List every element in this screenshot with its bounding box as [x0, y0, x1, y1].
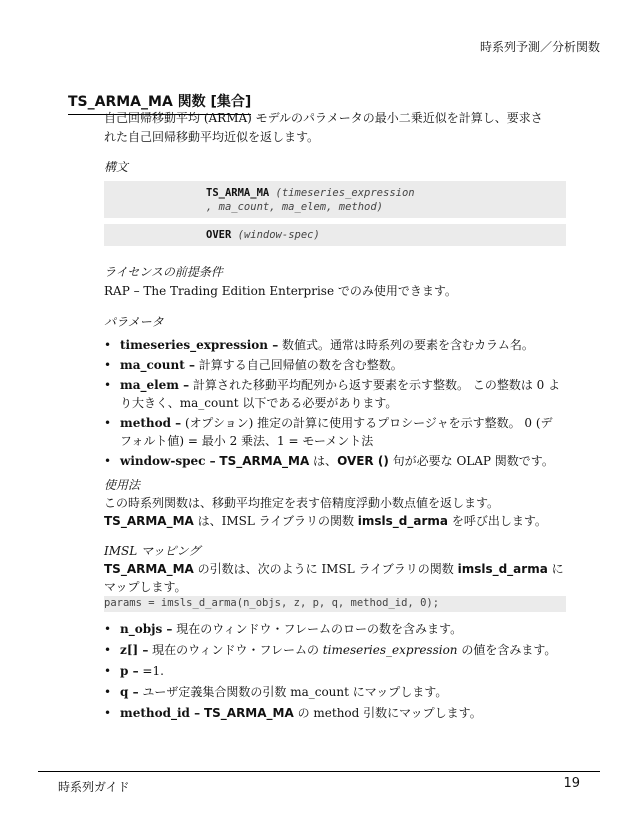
map-arg-name: q – [120, 685, 139, 699]
param-desc-cont: フォルト値) = 最小 2 乗法、1 = モーメント法 [120, 434, 374, 448]
map-arg-name: z[] – [120, 643, 149, 657]
map-arg-name: method_id – [120, 706, 201, 720]
param-item [104, 356, 574, 374]
map-item [104, 704, 574, 722]
over-clause: OVER () [337, 454, 389, 468]
map-desc-tail: の値を含みます。 [457, 643, 557, 657]
footer-guide-title: 時系列ガイド [58, 780, 130, 794]
syntax-code-block [104, 181, 566, 218]
syntax-heading: 構文 [104, 160, 129, 174]
map-item [104, 641, 574, 659]
param-name: ma_elem – [120, 378, 190, 392]
usage-text: は、IMSL ライブラリの関数 [193, 514, 358, 528]
section-title: TS_ARMA_MA 関数 [集合] [68, 91, 251, 115]
param-desc-tail: 句が必要な OLAP 関数です。 [388, 454, 554, 468]
usage-line-2 [104, 512, 574, 531]
bullet-icon: • [104, 643, 112, 657]
func-name: TS_ARMA_MA [219, 454, 310, 468]
license-heading: ライセンスの前提条件 [104, 265, 223, 279]
over-keyword: OVER [206, 229, 232, 241]
imsl-func-name: imsls_d_arma [357, 514, 448, 528]
mapping-heading: IMSL マッピング [104, 544, 201, 558]
syntax-line2-args: , ma_count, ma_elem, method) [206, 201, 384, 213]
param-desc: (オプション) 推定の計算に使用するプロシージャを示す整数。 0 (デ [181, 416, 553, 430]
map-item [104, 662, 574, 680]
bullet-icon: • [104, 664, 112, 678]
bullet-icon: • [104, 454, 112, 468]
imsl-func-name: imsls_d_arma [457, 562, 548, 576]
map-arg-name: n_objs – [120, 622, 173, 636]
usage-text-tail: を呼び出します。 [448, 514, 547, 528]
params-list [104, 336, 574, 470]
bullet-icon: • [104, 358, 112, 372]
syntax-func-name: TS_ARMA_MA [206, 187, 270, 199]
bullet-icon: • [104, 338, 112, 352]
func-name: TS_ARMA_MA [104, 562, 194, 576]
over-code-block [104, 224, 566, 246]
map-item [104, 683, 574, 701]
param-item [104, 336, 574, 354]
map-desc: =1. [138, 664, 164, 678]
mapping-list [104, 620, 574, 722]
param-name: timeseries_expression – [120, 338, 279, 352]
map-desc-italic: timeseries_expression [322, 643, 458, 657]
bullet-icon: • [104, 378, 112, 392]
param-desc-cont: り大きく、ma_count 以下である必要があります。 [120, 396, 398, 410]
map-item [104, 620, 574, 638]
page-number: 19 [563, 776, 580, 791]
mapping-text: の引数は、次のように IMSL ライブラリの関数 [193, 562, 458, 576]
running-header: 時系列予測／分析関数 [479, 40, 600, 54]
map-desc: 現在のウィンドウ・フレームのローの数を含みます。 [172, 622, 463, 636]
mapping-text-tail: に [547, 562, 564, 576]
func-name: TS_ARMA_MA [104, 514, 194, 528]
mapping-line-2: マップします。 [104, 580, 187, 594]
param-name: window-spec – [120, 454, 216, 468]
bullet-icon: • [104, 416, 112, 430]
bullet-icon: • [104, 706, 112, 720]
param-desc: 計算された移動平均配列から返す要素を示す整数。 この整数は 0 よ [189, 378, 561, 392]
func-name: TS_ARMA_MA [203, 706, 294, 720]
intro-line-2: れた自己回帰移動平均近似を返します。 [104, 130, 320, 144]
map-arg-name: p – [120, 664, 139, 678]
intro-paragraph [104, 109, 574, 147]
footer-divider [38, 771, 600, 772]
map-desc: 現在のウィンドウ・フレームの [148, 643, 323, 657]
param-item [104, 376, 574, 412]
license-text: RAP – The Trading Edition Enterprise でのみ使用できます。 [104, 284, 457, 298]
param-name: method – [120, 416, 182, 430]
over-args: (window-spec) [231, 229, 320, 241]
param-desc: 数値式。通常は時系列の要素を含むカラム名。 [278, 338, 534, 352]
intro-line-1: 自己回帰移動平均 (ARMA) モデルのパラメータの最小二乗近似を計算し、要求さ [104, 111, 543, 125]
param-desc: は、 [309, 454, 338, 468]
param-item [104, 452, 574, 470]
map-desc: の method 引数にマップします。 [293, 706, 482, 720]
map-desc: ユーザ定義集合関数の引数 ma_count にマップします。 [138, 685, 448, 699]
bullet-icon: • [104, 685, 112, 699]
mapping-line-1 [104, 560, 574, 579]
params-heading: パラメータ [104, 315, 164, 329]
param-item [104, 414, 574, 450]
bullet-icon: • [104, 622, 112, 636]
mapping-code: params = imsls_d_arma(n_objs, z, p, q, method_id, 0); [104, 596, 566, 612]
syntax-line1-args: (timeseries_expression [269, 187, 415, 199]
usage-heading: 使用法 [104, 478, 141, 492]
param-desc: 計算する自己回帰値の数を含む整数。 [194, 358, 403, 372]
usage-line-1: この時系列関数は、移動平均推定を表す倍精度浮動小数点値を返します。 [104, 496, 500, 510]
param-name: ma_count – [120, 358, 195, 372]
